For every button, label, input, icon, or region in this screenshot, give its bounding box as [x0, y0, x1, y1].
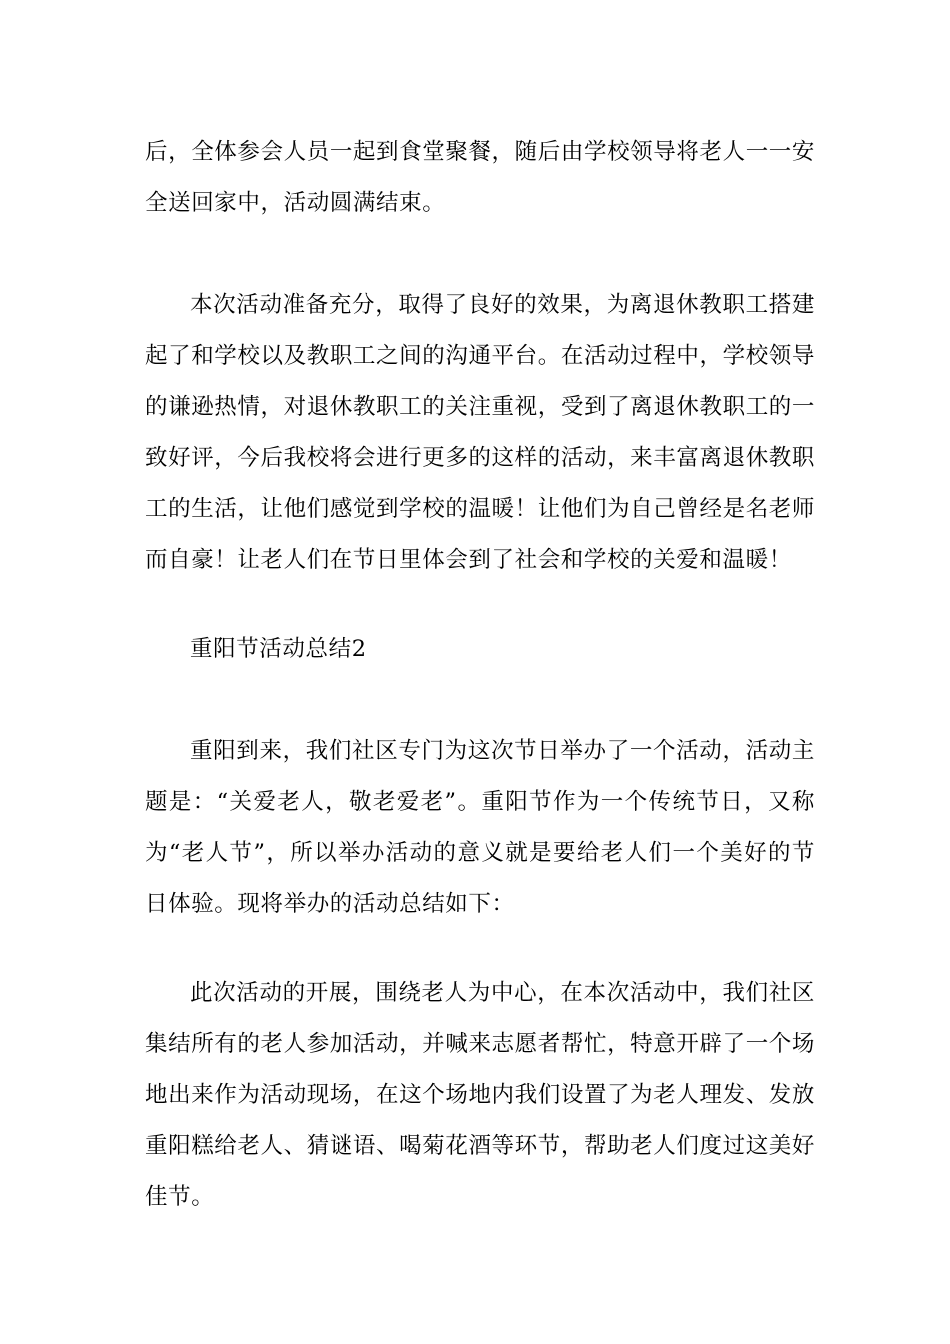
- paragraph-continuation: 后，全体参会人员一起到食堂聚餐，随后由学校领导将老人一一安全送回家中，活动圆满结束。: [145, 139, 815, 216]
- paragraph-activity-effect: 本次活动准备充分，取得了良好的效果，为离退休教职工搭建起了和学校以及教职工之间的沟通平台。在活动过程中，学校领导的谦逊热情，对退休教职工的关注重视，受到了离退休教职工的一致好评，今后我校将会进行更多的这样的活动，来丰富离退休教职工的生活，让他们感觉到学校的温暖！让他们为自己曾经是名老师而自豪！让老人们在节日里体会到了社会和学校的关爱和温暖！: [145, 292, 815, 573]
- paragraph-intro: 重阳到来，我们社区专门为这次节日举办了一个活动，活动主题是：“关爱老人，敬老爱老”。重阳节作为一个传统节日，又称为“老人节”，所以举办活动的意义就是要给老人们一个美好的节日体验。现将举办的活动总结如下：: [145, 738, 815, 917]
- section-heading: 重阳节活动总结2: [190, 636, 367, 662]
- paragraph-activity-details: 此次活动的开展，围绕老人为中心，在本次活动中，我们社区集结所有的老人参加活动，并喊来志愿者帮忙，特意开辟了一个场地出来作为活动现场，在这个场地内我们设置了为老人理发、发放重阳糕给老人、猜谜语、喝菊花酒等环节，帮助老人们度过这美好佳节。: [145, 980, 815, 1210]
